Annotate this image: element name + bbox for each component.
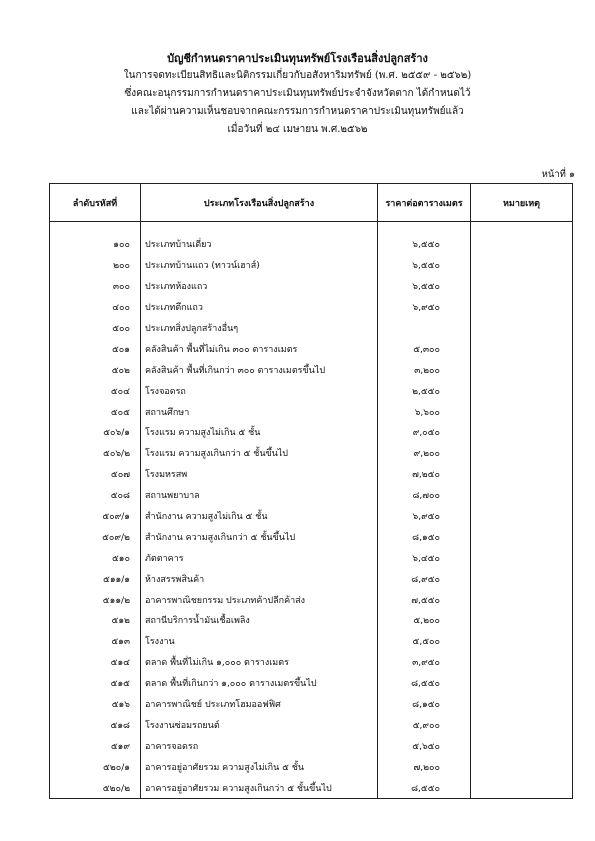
price-cell: ๖,๕๕๐ [378,222,471,255]
price-cell: ๒,๕๕๐ [378,380,471,401]
code-cell: ๕๒๐/๑ [50,756,141,777]
remark-cell [471,526,573,547]
type-cell: โรงงานซ่อมรถยนต์ [141,714,378,735]
code-cell: ๕๐๙/๒ [50,526,141,547]
type-cell: สถานพยาบาล [141,485,378,506]
code-cell: ๕๑๕ [50,673,141,694]
remark-cell [471,297,573,318]
type-cell: ประเภทห้องแถว [141,276,378,297]
code-cell: ๕๑๖ [50,694,141,715]
price-cell: ๓,๒๐๐ [378,359,471,380]
type-cell: อาคารพาณิชย์ ประเภทโฮมออฟฟิศ [141,694,378,715]
remark-cell [471,673,573,694]
price-cell: ๗,๕๕๐ [378,589,471,610]
type-cell: สำนักงาน ความสูงไม่เกิน ๕ ชั้น [141,506,378,527]
table-row [50,673,573,694]
header-line-1: ในการจดทะเบียนสิทธิและนิติกรรมเกี่ยวกับอสังหาริมทรัพย์ (พ.ศ. ๒๕๕๙ - ๒๕๖๒) [123,70,472,81]
price-cell: ๖,๖๐๐ [378,401,471,422]
price-cell: ๕,๙๐๐ [378,714,471,735]
type-cell: โรงงาน [141,631,378,652]
table-row [50,714,573,735]
code-cell: ๕๐๘ [50,485,141,506]
header-block [0,50,595,139]
document-title: บัญชีกำหนดราคาประเมินทุนทรัพย์โรงเรือนสิ่งปลูกสร้าง [167,52,428,65]
remark-cell [471,422,573,443]
price-cell: ๙,๒๐๐ [378,443,471,464]
type-cell: ประเภทบ้านแถว (ทาวน์เฮาส์) [141,255,378,276]
table-row [50,568,573,589]
price-cell: ๘,๑๕๐ [378,526,471,547]
code-cell: ๒๐๐ [50,255,141,276]
code-cell: ๕๒๐/๒ [50,777,141,798]
table-row [50,297,573,318]
code-cell: ๑๐๐ [50,222,141,255]
page-number: หน้าที่ ๑ [541,169,575,180]
code-cell: ๓๐๐ [50,276,141,297]
type-cell: สำนักงาน ความสูงเกินกว่า ๕ ชั้นขึ้นไป [141,526,378,547]
table-row [50,526,573,547]
price-cell: ๖,๙๕๐ [378,506,471,527]
price-cell: ๕,๕๐๐ [378,631,471,652]
remark-cell [471,589,573,610]
price-cell: ๗,๒๐๐ [378,756,471,777]
remark-cell [471,652,573,673]
table-row [50,359,573,380]
type-cell: ประเภทสิ่งปลูกสร้างอื่นๆ [141,318,378,339]
type-cell: อาคารจอดรถ [141,735,378,756]
remark-cell [471,338,573,359]
table-row [50,694,573,715]
price-cell: ๖,๕๕๐ [378,276,471,297]
price-cell: ๖,๔๕๐ [378,547,471,568]
remark-cell [471,359,573,380]
remark-cell [471,506,573,527]
code-cell: ๔๐๐ [50,297,141,318]
remark-cell [471,568,573,589]
table-row [50,318,573,339]
code-cell: ๕๑๓ [50,631,141,652]
type-cell: ตลาด พื้นที่ไม่เกิน ๑,๐๐๐ ตารางเมตร [141,652,378,673]
price-cell: ๘,๗๐๐ [378,485,471,506]
table-header-row [50,184,573,222]
table-row [50,610,573,631]
table-row [50,777,573,798]
table-row [50,652,573,673]
remark-cell [471,777,573,798]
code-cell: ๕๐๙/๑ [50,506,141,527]
column-header-type: ประเภทโรงเรือนสิ่งปลูกสร้าง [141,184,378,222]
type-cell: ประเภทบ้านเดี่ยว [141,222,378,255]
type-cell: อาคารพาณิชยกรรม ประเภทค้าปลีกค้าส่ง [141,589,378,610]
price-cell [378,318,471,339]
type-cell: โรงมหรสพ [141,464,378,485]
type-cell: ห้างสรรพสินค้า [141,568,378,589]
header-line-4: เมื่อวันที่ ๒๔ เมษายน พ.ศ.๒๕๖๒ [227,124,368,135]
code-cell: ๕๐๖/๒ [50,443,141,464]
remark-cell [471,694,573,715]
price-cell: ๘,๑๕๐ [378,694,471,715]
table-row [50,443,573,464]
table-row [50,589,573,610]
table-row [50,422,573,443]
table-row [50,338,573,359]
code-cell: ๕๐๑ [50,338,141,359]
price-table [49,183,573,799]
remark-cell [471,318,573,339]
table-row [50,485,573,506]
type-cell: สถานศึกษา [141,401,378,422]
remark-cell [471,464,573,485]
remark-cell [471,380,573,401]
code-cell: ๕๐๕ [50,401,141,422]
code-cell: ๕๑๒ [50,610,141,631]
code-cell: ๕๑๑/๑ [50,568,141,589]
remark-cell [471,255,573,276]
price-cell: ๕,๒๐๐ [378,610,471,631]
type-cell: อาคารอยู่อาศัยรวม ความสูงเกินกว่า ๕ ชั้นขึ้นไป [141,777,378,798]
table-row [50,464,573,485]
column-header-price: ราคาต่อตารางเมตร [378,184,471,222]
type-cell: อาคารอยู่อาศัยรวม ความสูงไม่เกิน ๕ ชั้น [141,756,378,777]
price-cell: ๖,๙๕๐ [378,297,471,318]
code-cell: ๕๐๔ [50,380,141,401]
code-cell: ๕๑๙ [50,735,141,756]
price-cell: ๘,๕๕๐ [378,777,471,798]
price-cell: ๓,๙๕๐ [378,652,471,673]
table-row [50,547,573,568]
table-row [50,380,573,401]
header-line-2: ซึ่งคณะอนุกรรมการกำหนดราคาประเมินทุนทรัพย์ประจำจังหวัดตาก ได้กำหนดไว้ [124,88,471,99]
type-cell: โรงจอดรถ [141,380,378,401]
code-cell: ๕๑๐ [50,547,141,568]
price-cell: ๘,๙๕๐ [378,568,471,589]
code-cell: ๕๐๐ [50,318,141,339]
price-cell: ๘,๕๕๐ [378,673,471,694]
table-row [50,756,573,777]
code-cell: ๕๐๖/๑ [50,422,141,443]
code-cell: ๕๑๔ [50,652,141,673]
price-cell: ๗,๒๕๐ [378,464,471,485]
column-header-remark: หมายเหตุ [471,184,573,222]
type-cell: สถานีบริการน้ำมันเชื้อเพลิง [141,610,378,631]
remark-cell [471,222,573,255]
remark-cell [471,485,573,506]
type-cell: ภัตตาคาร [141,547,378,568]
type-cell: โรงแรม ความสูงเกินกว่า ๕ ชั้นขึ้นไป [141,443,378,464]
type-cell: โรงแรม ความสูงไม่เกิน ๕ ชั้น [141,422,378,443]
table-row [50,255,573,276]
table-body [50,222,573,799]
code-cell: ๕๑๘ [50,714,141,735]
remark-cell [471,735,573,756]
table-row [50,506,573,527]
remark-cell [471,401,573,422]
type-cell: ตลาด พื้นที่เกินกว่า ๑,๐๐๐ ตารางเมตรขึ้นไป [141,673,378,694]
remark-cell [471,631,573,652]
header-line-3: และได้ผ่านความเห็นชอบจากคณะกรรมการกำหนดราคาประเมินทุนทรัพย์แล้ว [131,106,464,117]
price-cell: ๖,๕๕๐ [378,255,471,276]
remark-cell [471,276,573,297]
type-cell: คลังสินค้า พื้นที่เกินกว่า ๓๐๐ ตารางเมตรขึ้นไป [141,359,378,380]
table-row [50,401,573,422]
price-cell: ๙,๐๕๐ [378,422,471,443]
remark-cell [471,610,573,631]
code-cell: ๕๐๗ [50,464,141,485]
remark-cell [471,443,573,464]
table-row [50,735,573,756]
price-cell: ๕,๖๕๐ [378,735,471,756]
table-row [50,631,573,652]
price-cell: ๕,๓๐๐ [378,338,471,359]
type-cell: คลังสินค้า พื้นที่ไม่เกิน ๓๐๐ ตารางเมตร [141,338,378,359]
remark-cell [471,547,573,568]
table-row [50,222,573,255]
code-cell: ๕๑๑/๒ [50,589,141,610]
column-header-code: ลำดับรหัสที่ [50,184,141,222]
remark-cell [471,714,573,735]
type-cell: ประเภทตึกแถว [141,297,378,318]
table-row [50,276,573,297]
remark-cell [471,756,573,777]
code-cell: ๕๐๒ [50,359,141,380]
